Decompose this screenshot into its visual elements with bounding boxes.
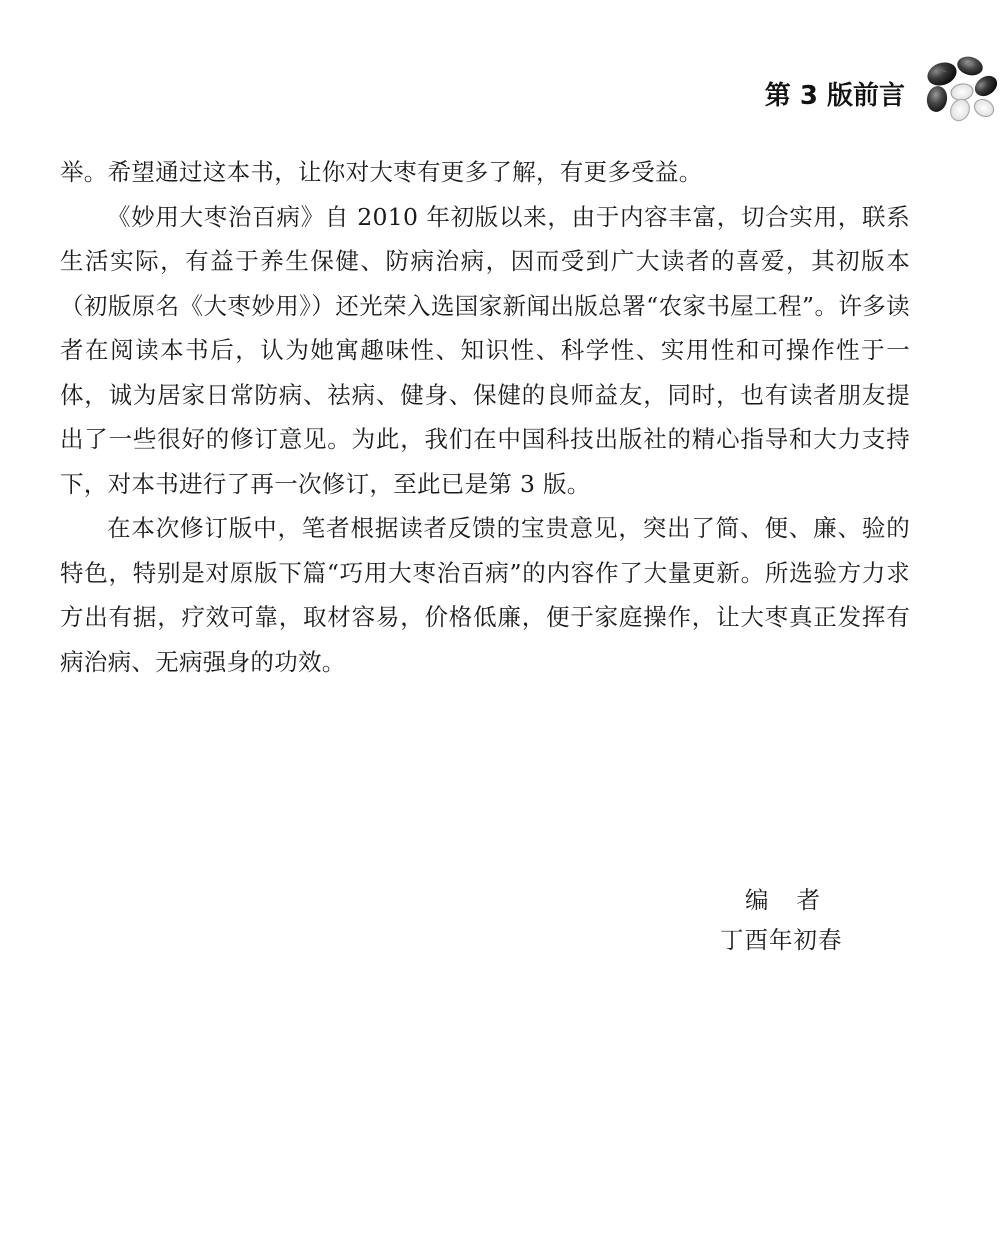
paragraph-revision: 在本次修订版中，笔者根据读者反馈的宝贵意见，突出了简、便、廉、验的特色，特别是对原版下篇“巧用大枣治百病”的内容作了大量更新。所选验方力求方出有据，疗效可靠，取材容易，价格低廉，便于家庭操作，让大枣真正发挥有病治病、无病强身的功效。 xyxy=(60,514,910,676)
paragraph-continued: 举。希望通过这本书，让你对大枣有更多了解，有更多受益。 xyxy=(60,158,703,186)
preface-body xyxy=(60,150,910,684)
running-header-title: 第 3 版前言 xyxy=(764,81,905,111)
signature-date: 丁酉年初春 xyxy=(720,926,843,954)
signature-block xyxy=(690,880,910,960)
red-dates-cluster-icon xyxy=(920,52,1000,124)
paragraph-history: 《妙用大枣治百病》自 2010 年初版以来，由于内容丰富，切合实用，联系生活实际，有益于养生保健、防病治病，因而受到广大读者的喜爱，其初版本（初版原名《大枣妙用》）还光荣入选国家新闻出版总署“农家书屋工程”。许多读者在阅读本书后，认为她寓趣味性、知识性、科学性、实用性和可操作性于一体，诚为居家日常防病、祛病、健身、保健的良师益友，同时，也有读者朋友提出了一些很好的修订意见。为此，我们在中国科技出版社的精心指导和大力支持下，对本书进行了再一次修订，至此已是第 3 版。 xyxy=(60,202,910,498)
signature-author: 编者 xyxy=(745,886,848,914)
